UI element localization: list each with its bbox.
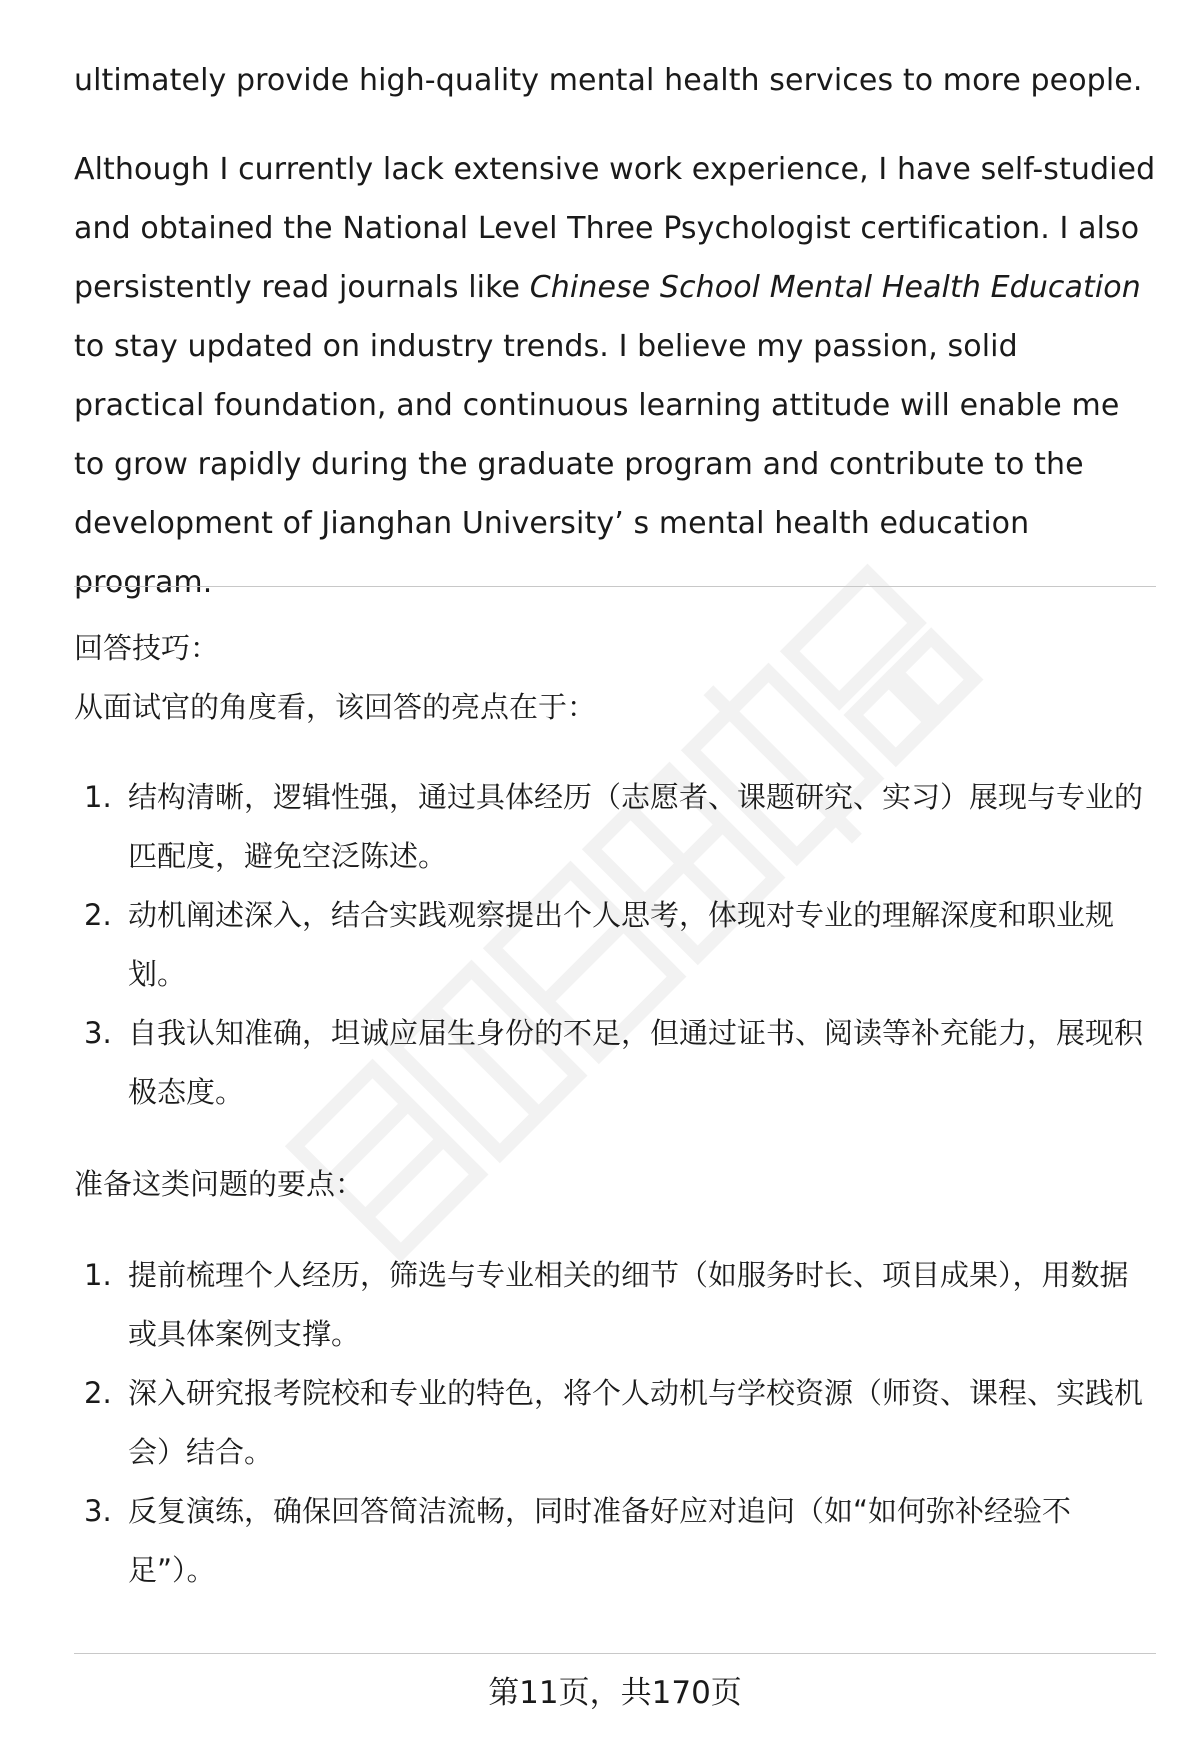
list-item [74, 1482, 1156, 1600]
list-item [74, 1364, 1156, 1482]
list-number: 3. [84, 1494, 112, 1528]
list-item [74, 886, 1156, 1004]
tips-heading: 回答技巧： [74, 631, 220, 665]
highlights-list [74, 768, 1156, 1122]
paragraph-experience-after: to stay updated on industry trends. I believe my passion, solid practical foundation, and continuous learning attitude will enable me to grow rapidly during the graduate program and contribute to the development of Jianghan University’ s mental health education program. [74, 329, 1120, 600]
viewpoint-heading: 从面试官的角度看，该回答的亮点在于： [74, 690, 597, 724]
list-item [74, 768, 1156, 886]
footer-divider [74, 1653, 1156, 1654]
list-item [74, 1246, 1156, 1364]
list-number: 2. [84, 898, 112, 932]
page-number: 第11页，共170页 [488, 1675, 742, 1711]
paragraph-experience-before: Although I currently lack extensive work experience, I have self-studied and obtained the National Level Three Psychologist certification. I also persistently read journals like [74, 152, 1156, 305]
journal-title: Chinese School Mental Health Education [529, 270, 1141, 305]
list-number: 2. [84, 1376, 112, 1410]
list-text: 自我认知准确，坦诚应届生身份的不足，但通过证书、阅读等补充能力，展现积极态度。 [128, 1016, 1144, 1109]
list-item [74, 1004, 1156, 1122]
paragraph-continuation: ultimately provide high-quality mental health services to more people. [74, 63, 1143, 98]
list-text: 结构清晰，逻辑性强，通过具体经历（志愿者、课题研究、实习）展现与专业的匹配度，避免空泛陈述。 [128, 780, 1144, 873]
list-text: 动机阐述深入，结合实践观察提出个人思考，体现对专业的理解深度和职业规划。 [128, 898, 1115, 991]
paragraph-experience [74, 140, 1156, 612]
list-text: 反复演练，确保回答简洁流畅，同时准备好应对追问（如“如何弥补经验不足”）。 [128, 1494, 1072, 1587]
list-number: 3. [84, 1016, 112, 1050]
list-number: 1. [84, 1258, 112, 1292]
section-divider [74, 586, 1156, 587]
list-text: 深入研究报考院校和专业的特色，将个人动机与学校资源（师资、课程、实践机会）结合。 [128, 1376, 1144, 1469]
prep-heading: 准备这类问题的要点： [74, 1167, 365, 1201]
list-text: 提前梳理个人经历，筛选与专业相关的细节（如服务时长、项目成果），用数据或具体案例支撑。 [128, 1258, 1129, 1351]
list-number: 1. [84, 780, 112, 814]
prep-points-list [74, 1246, 1156, 1600]
